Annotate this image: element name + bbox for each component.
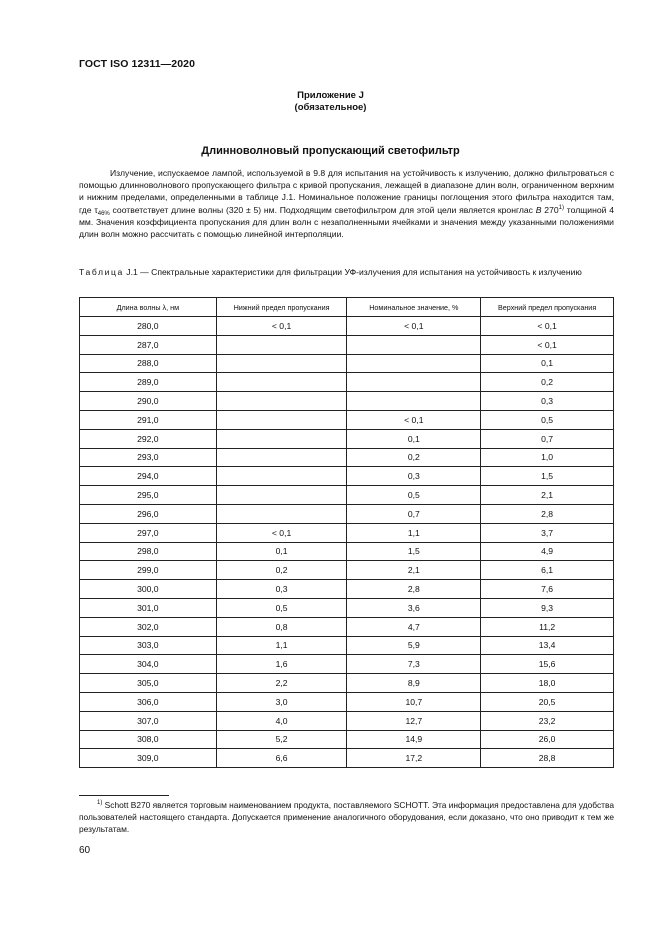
header-nominal: Номинальное значение, % [347, 298, 481, 317]
cell-wavelength: 290,0 [80, 392, 217, 411]
cell-lower-limit: < 0,1 [216, 523, 347, 542]
table-row [80, 523, 614, 542]
table-row [80, 674, 614, 693]
cell-lower-limit: 5,2 [216, 730, 347, 749]
cell-lower-limit [216, 354, 347, 373]
cell-nominal: 0,7 [347, 504, 481, 523]
cell-nominal: 1,1 [347, 523, 481, 542]
cell-upper-limit: 2,1 [481, 486, 614, 505]
footnote-ref: 1) [558, 204, 564, 211]
section-title: Длинноволновый пропускающий светофильтр [201, 145, 460, 157]
cell-wavelength: 297,0 [80, 523, 217, 542]
cell-nominal: 5,9 [347, 636, 481, 655]
cell-wavelength: 301,0 [80, 598, 217, 617]
cell-wavelength: 302,0 [80, 617, 217, 636]
cell-wavelength: 307,0 [80, 711, 217, 730]
cell-upper-limit: 9,3 [481, 598, 614, 617]
cell-nominal: 0,2 [347, 448, 481, 467]
cell-nominal: 10,7 [347, 692, 481, 711]
table-row [80, 335, 614, 354]
cell-nominal: 2,1 [347, 561, 481, 580]
header-wavelength: Длина волны λ, нм [80, 298, 217, 317]
cell-upper-limit: 26,0 [481, 730, 614, 749]
cell-upper-limit: 2,8 [481, 504, 614, 523]
cell-lower-limit [216, 467, 347, 486]
table-row [80, 636, 614, 655]
cell-nominal: 2,8 [347, 580, 481, 599]
cell-wavelength: 306,0 [80, 692, 217, 711]
cell-wavelength: 295,0 [80, 486, 217, 505]
cell-lower-limit: 1,6 [216, 655, 347, 674]
document-header-code: ГОСТ ISO 12311—2020 [79, 58, 196, 70]
cell-wavelength: 292,0 [80, 429, 217, 448]
cell-lower-limit: 2,2 [216, 674, 347, 693]
cell-upper-limit: 6,1 [481, 561, 614, 580]
header-upper-limit: Верхний предел пропускания [481, 298, 614, 317]
table-row [80, 448, 614, 467]
paragraph-1 [79, 167, 614, 240]
cell-nominal: 3,6 [347, 598, 481, 617]
cell-nominal: < 0,1 [347, 410, 481, 429]
table-row [80, 504, 614, 523]
header-lower-limit: Нижний предел пропускания [216, 298, 347, 317]
cell-lower-limit: 0,8 [216, 617, 347, 636]
table-row [80, 580, 614, 599]
cell-upper-limit: 28,8 [481, 749, 614, 768]
table-row [80, 542, 614, 561]
cell-wavelength: 299,0 [80, 561, 217, 580]
spectral-table [79, 297, 614, 768]
cell-wavelength: 308,0 [80, 730, 217, 749]
cell-nominal: 7,3 [347, 655, 481, 674]
footnote [79, 799, 614, 835]
paragraph-1-part-c: 270 [541, 204, 559, 215]
page-number: 60 [79, 845, 91, 856]
cell-upper-limit: 11,2 [481, 617, 614, 636]
table-row [80, 317, 614, 336]
table-row [80, 429, 614, 448]
cell-wavelength: 305,0 [80, 674, 217, 693]
cell-nominal: 17,2 [347, 749, 481, 768]
cell-wavelength: 288,0 [80, 354, 217, 373]
cell-nominal: 0,5 [347, 486, 481, 505]
cell-upper-limit: 7,6 [481, 580, 614, 599]
cell-lower-limit: 3,0 [216, 692, 347, 711]
paragraph-1-part-a: Излучение, испускаемое лампой, используемой в 9.8 для испытания на устойчивость к излучению, должно фильтроваться с помощью длинноволнового пропускающего фильтра с кривой пропускания, лежащей в диапазоне длин волн, ограниченном верхним и нижним пределами, определенными в таблице J.1. Номинальное положение границы поглощения этого фильтра находится там, где τ [79, 168, 614, 215]
cell-wavelength: 298,0 [80, 542, 217, 561]
cell-lower-limit: 0,2 [216, 561, 347, 580]
cell-upper-limit: 4,9 [481, 542, 614, 561]
cell-lower-limit [216, 373, 347, 392]
cell-nominal: 0,3 [347, 467, 481, 486]
cell-upper-limit: 0,1 [481, 354, 614, 373]
cell-lower-limit: 4,0 [216, 711, 347, 730]
annex-title: Приложение J [297, 90, 364, 101]
table-caption-text: J.1 — Спектральные характеристики для фильтрации УФ-излучения для испытания на устойчивость к излучению [123, 267, 582, 277]
cell-lower-limit [216, 429, 347, 448]
cell-lower-limit [216, 486, 347, 505]
product-letter: B [535, 204, 542, 215]
footnote-marker: 1) [97, 800, 103, 806]
cell-upper-limit: 0,2 [481, 373, 614, 392]
paragraph-1-part-b: соответствует длине волны (320 ± 5) нм. Подходящим светофильтром для этой цели является кронглас [109, 204, 536, 215]
cell-nominal: 4,7 [347, 617, 481, 636]
table-row [80, 711, 614, 730]
cell-wavelength: 287,0 [80, 335, 217, 354]
cell-upper-limit: 3,7 [481, 523, 614, 542]
table-header-row [80, 298, 614, 317]
annex-status: (обязательное) [294, 102, 367, 113]
cell-lower-limit: 0,5 [216, 598, 347, 617]
cell-wavelength: 304,0 [80, 655, 217, 674]
cell-upper-limit: 23,2 [481, 711, 614, 730]
table-caption [79, 267, 619, 279]
table-row [80, 617, 614, 636]
cell-upper-limit: 1,5 [481, 467, 614, 486]
cell-nominal: 14,9 [347, 730, 481, 749]
cell-nominal: 1,5 [347, 542, 481, 561]
cell-upper-limit: 0,7 [481, 429, 614, 448]
cell-upper-limit: 18,0 [481, 674, 614, 693]
body-paragraph [79, 167, 614, 240]
table-row [80, 467, 614, 486]
cell-upper-limit: 13,4 [481, 636, 614, 655]
cell-upper-limit: < 0,1 [481, 335, 614, 354]
footnote-text: Schott B270 является торговым наименованием продукта, поставляемого SCHOTT. Эта информация предоставлена для удобства пользователей настоящего стандарта. Допускается применение аналогичного оборудования, если доказано, что оно приводит к тем же результатам. [79, 800, 615, 834]
cell-wavelength: 309,0 [80, 749, 217, 768]
table-row [80, 410, 614, 429]
cell-nominal: 0,1 [347, 429, 481, 448]
tau-subscript: 46% [97, 210, 110, 217]
cell-wavelength: 296,0 [80, 504, 217, 523]
cell-wavelength: 303,0 [80, 636, 217, 655]
table-row [80, 561, 614, 580]
table-row [80, 692, 614, 711]
cell-lower-limit: < 0,1 [216, 317, 347, 336]
table-row [80, 392, 614, 411]
table-row [80, 373, 614, 392]
cell-upper-limit: 15,6 [481, 655, 614, 674]
cell-lower-limit [216, 335, 347, 354]
cell-upper-limit: 0,5 [481, 410, 614, 429]
cell-upper-limit: < 0,1 [481, 317, 614, 336]
cell-lower-limit [216, 410, 347, 429]
cell-lower-limit: 6,6 [216, 749, 347, 768]
cell-lower-limit [216, 392, 347, 411]
cell-wavelength: 294,0 [80, 467, 217, 486]
cell-nominal: < 0,1 [347, 317, 481, 336]
cell-lower-limit: 0,1 [216, 542, 347, 561]
cell-upper-limit: 1,0 [481, 448, 614, 467]
cell-nominal [347, 335, 481, 354]
cell-nominal [347, 392, 481, 411]
cell-lower-limit: 0,3 [216, 580, 347, 599]
cell-nominal: 8,9 [347, 674, 481, 693]
table-row [80, 354, 614, 373]
cell-nominal [347, 373, 481, 392]
cell-lower-limit [216, 448, 347, 467]
cell-nominal [347, 354, 481, 373]
table-caption-label: Таблица [79, 267, 124, 277]
table-row [80, 730, 614, 749]
table-row [80, 749, 614, 768]
cell-upper-limit: 20,5 [481, 692, 614, 711]
cell-lower-limit: 1,1 [216, 636, 347, 655]
footnote-separator [79, 795, 169, 796]
annex-heading [0, 90, 661, 114]
table-row [80, 655, 614, 674]
cell-upper-limit: 0,3 [481, 392, 614, 411]
cell-wavelength: 289,0 [80, 373, 217, 392]
cell-wavelength: 293,0 [80, 448, 217, 467]
cell-lower-limit [216, 504, 347, 523]
paragraph-1-part-d: толщиной 4 мм. Значения коэффициента пропускания для длин волн с незаполненными ячейками и значения между указанными положениями длин волн можно рассчитать с помощью линейной интерполяции. [79, 204, 614, 240]
cell-wavelength: 300,0 [80, 580, 217, 599]
cell-wavelength: 280,0 [80, 317, 217, 336]
table-row [80, 598, 614, 617]
table-row [80, 486, 614, 505]
cell-wavelength: 291,0 [80, 410, 217, 429]
cell-nominal: 12,7 [347, 711, 481, 730]
